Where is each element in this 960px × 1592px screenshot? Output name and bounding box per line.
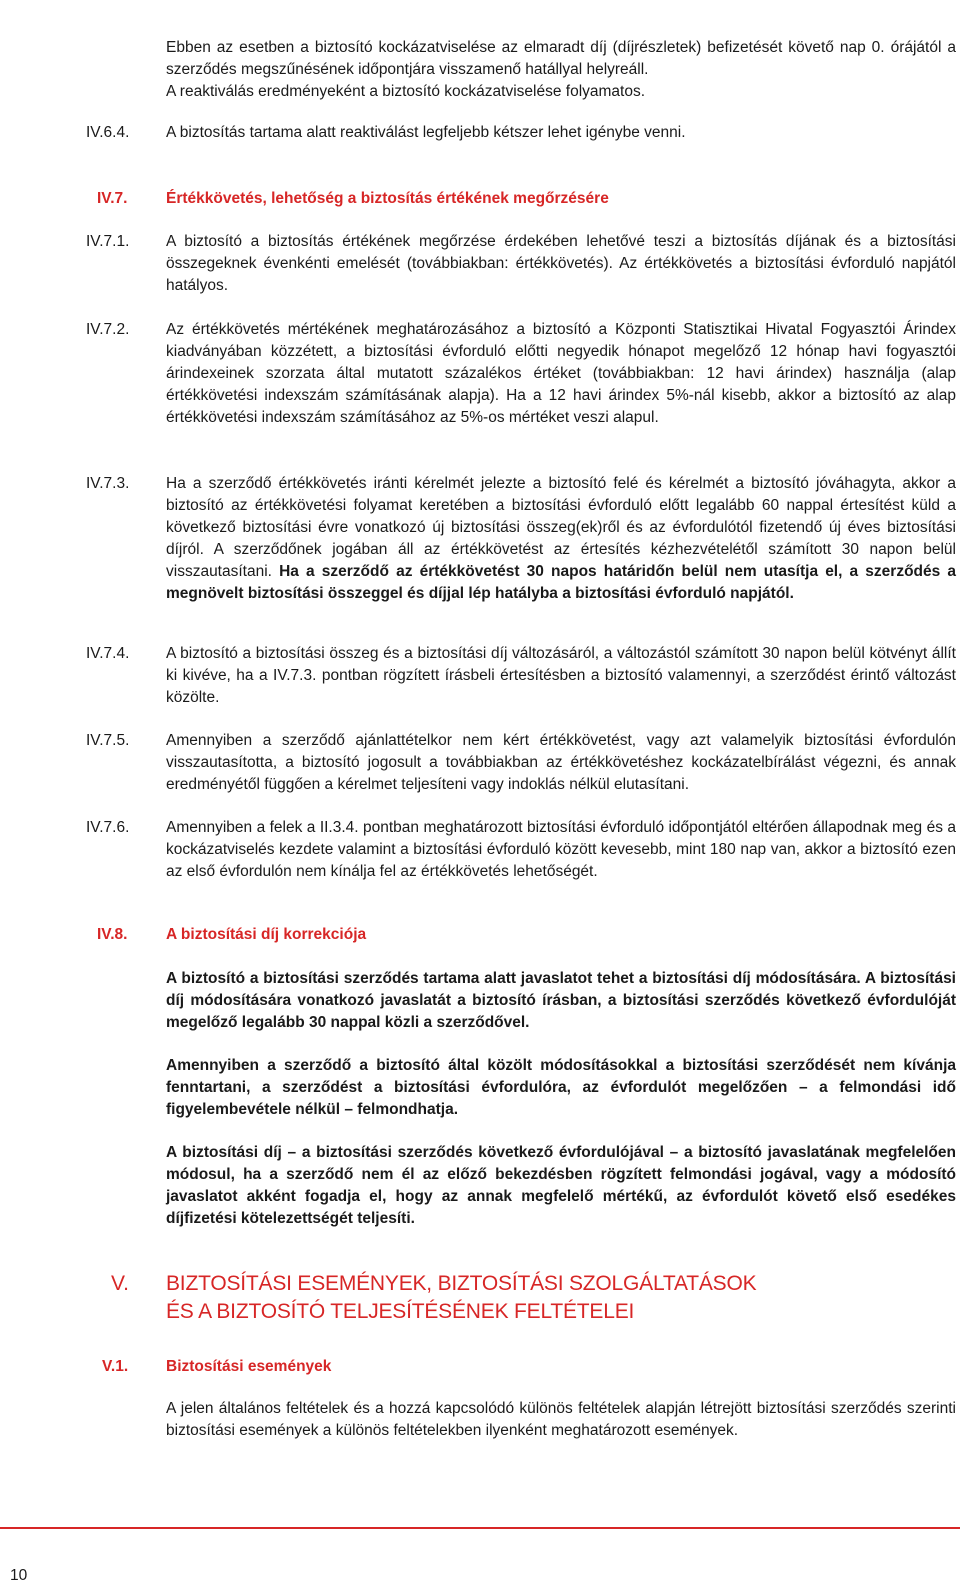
intro-line-2: A reaktiválás eredményeként a biztosító kockázatviselése folyamatos. [166,83,646,100]
intro-paragraph [166,37,956,103]
section-text: A biztosító a biztosítás értékének megőrzése érdekében lehetővé teszi a biztosítás díjának és a biztosítási összegeknek évenkénti emelését (továbbiakban: értékkövetés). Az értékkövetés a biztosítási évforduló napjától hatályos. [166,233,956,294]
section-text-bold: Ha a szerződő az értékkövetést 30 napos határidőn belül nem utasítja el, a szerződés a megnövelt biztosítási összeggel és díjjal lép hatályba a biztosítási évforduló napjától. [166,563,956,602]
section-title: Biztosítási események [166,1358,332,1375]
section-number: IV.8. [97,926,128,943]
section-text: Amennyiben a felek a II.3.4. pontban meghatározott biztosítási évforduló időpontjától eltérően állapodnak meg és a kockázatviselés kezdete valamint a biztosítási évforduló között kevesebb, mint 180 nap van, akkor a biztosító ezen az első évfordulón nem kínálja fel az értékkövetés lehetőségét. [166,819,956,880]
intro-line-1: Ebben az esetben a biztosító kockázatviselése az elmaradt díj (díjrészletek) befizetését követő nap 0. órájától a szerződés megszűnésének időpontjára visszamenő hatállyal helyreáll. [166,39,956,78]
section-text: A biztosítás tartama alatt reaktiválást legfeljebb kétszer lehet igénybe venni. [166,124,686,141]
section-number: IV.7.1. [86,233,130,250]
section-text-regular: Ha a szerződő értékkövetés iránti kérelmét jelezte a biztosító felé és kérelmét a biztosító jóváhagyta, akkor a biztosító az értékkövetési folyamat keretében a biztosítási évforduló előtt legalább 60 nappal értesítést küld a következő biztosítási évre vonatkozó új biztosítási összeg(ek)ről és az évfordulótól fizetendő új éves biztosítási díjról. A szerződőnek jogában áll az értékkövetést az értesítés kézhezvételétől számított 30 napon belül visszautasítani. [166,475,956,580]
chapter-number: V. [111,1272,129,1295]
section-title: Értékkövetés, lehetőség a biztosítás értékének megőrzésére [166,190,609,207]
chapter-title-line-1: BIZTOSÍTÁSI ESEMÉNYEK, BIZTOSÍTÁSI SZOLGÁLTATÁSOK [166,1272,757,1295]
chapter-title-line-2: ÉS A BIZTOSÍTÓ TELJESÍTÉSÉNEK FELTÉTELEI [166,1300,635,1323]
section-number: IV.7.4. [86,645,130,662]
section-number: IV.7.2. [86,321,130,338]
footer-rule [0,1527,960,1529]
section-number: IV.6.4. [86,124,130,141]
page-number: 10 [10,1567,28,1584]
section-number: V.1. [102,1358,129,1375]
section-text: A jelen általános feltételek és a hozzá kapcsolódó különös feltételek alapján létrejött biztosítási szerződés szerinti biztosítási események a különös feltételekben ilyenként meghatározott események. [166,1400,956,1439]
section-text: A biztosító a biztosítási összeg és a biztosítási díj változásáról, a változástól számított 30 napon belül kötvényt állít ki kivéve, ha a IV.7.3. pontban rögzített írásbeli értesítésben a biztosító valamennyi, a szerződést érintő változást közölte. [166,645,956,706]
section-text: Az értékkövetés mértékének meghatározásához a biztosító a Központi Statisztikai Hivatal Fogyasztói Árindex kiadványában közzétett, a biztosítási évforduló előtti negyedik hónapot megelőző 12 hónap havi fogyasztói árindexeinek szorzata által mutatott százalékos értéket (továbbiakban: 12 havi árindex) használja (alap értékkövetési indexszám számításának alapja). Ha a 12 havi árindex 5%-nál kisebb, akkor a biztosító az alap értékkövetési indexszám számításához az 5%-os mértéket veszi alapul. [166,321,956,426]
section-title: A biztosítási díj korrekciója [166,926,367,943]
section-text: Amennyiben a szerződő a biztosító által közölt módosításokkal a biztosítási szerződését nem kívánja fenntartani, a szerződést a biztosítási évfordulóra, az évfordulót megelőzően – a felmondási idő figyelembevétele nélkül – felmondhatja. [166,1057,956,1118]
section-text: Amennyiben a szerződő ajánlattételkor nem kért értékkövetést, vagy azt valamelyik biztosítási évfordulón visszautasította, a biztosító jogosult a továbbiakban az értékkövetéshez kockázatelbírálást végezni, és annak eredményétől függően a kérelmet teljesíteni vagy indoklás nélkül elutasítani. [166,732,956,793]
section-text: A biztosító a biztosítási szerződés tartama alatt javaslatot tehet a biztosítási díj módosítására. A biztosítási díj módosítására vonatkozó javaslatát a biztosító írásban, a biztosítási szerződés következő évfordulóját megelőző legalább 30 nappal közli a szerződővel. [166,970,956,1031]
section-text: A biztosítási díj – a biztosítási szerződés következő évfordulójával – a biztosító javaslatának megfelelően módosul, ha a szerződő nem él az előző bekezdésben rögzített felmondási jogával, vagy a módosító javaslatot akként fogadja el, hogy az annak megfelelő mértékű, az évfordulót követő első esedékes díjfizetési kötelezettségét teljesíti. [166,1144,956,1227]
section-number: IV.7. [97,190,128,207]
section-number: IV.7.3. [86,475,130,492]
section-number: IV.7.6. [86,819,130,836]
section-text [166,473,956,605]
chapter-title [166,1270,956,1326]
section-number: IV.7.5. [86,732,130,749]
